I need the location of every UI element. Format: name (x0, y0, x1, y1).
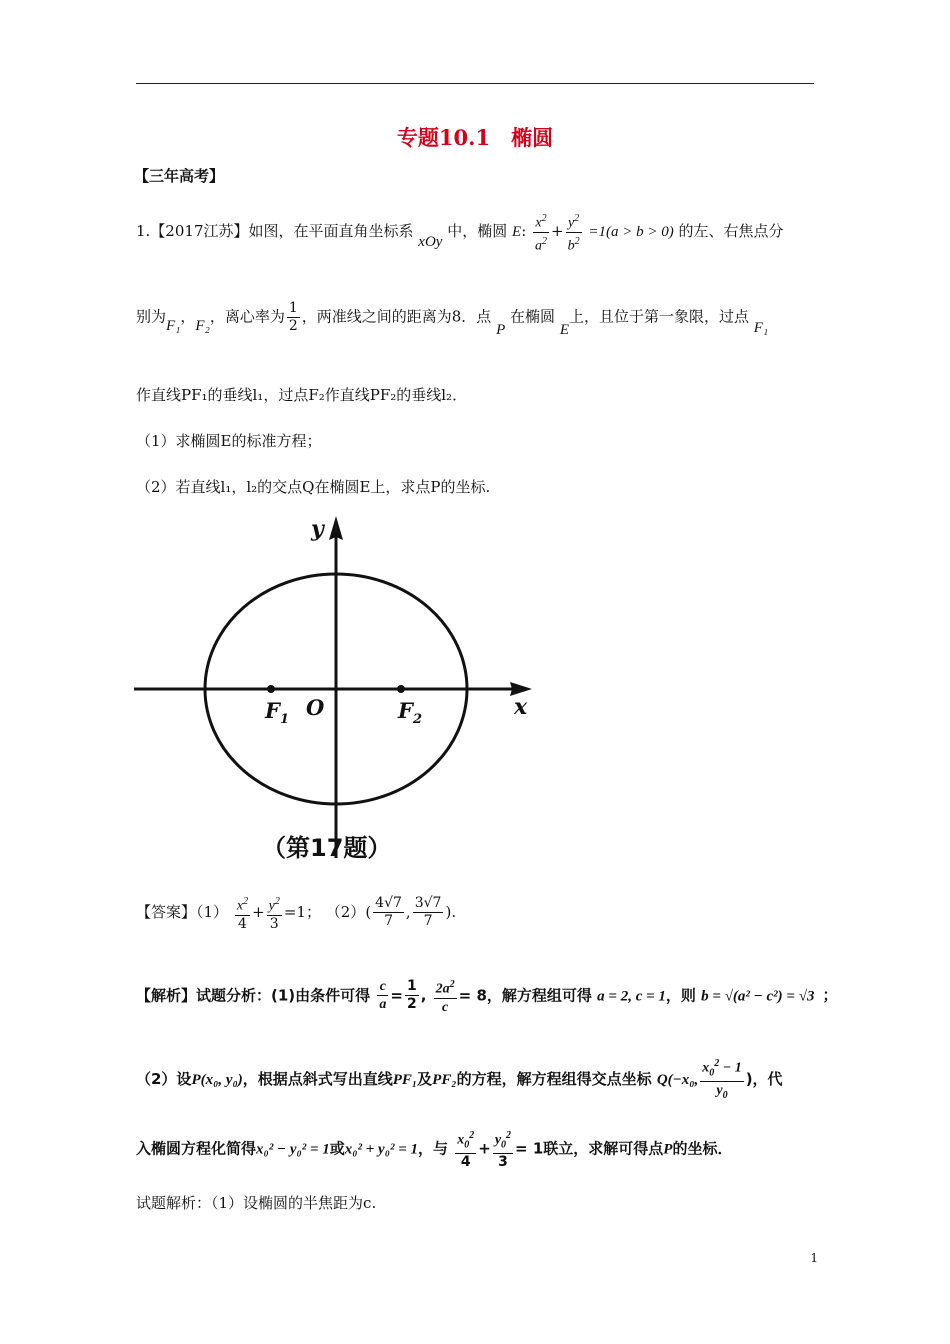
question-1: （1）求椭圆E的标准方程； (136, 432, 322, 450)
answer-line: 【答案】（1） $\frac{x^2}{4}$ + $\frac{y^2}{3}$ =1； （2）( $\frac{4√7}{7}$ , $\frac{3√7}{7}$ ). (136, 893, 456, 933)
analysis-line-2: （2）设P(x₀, y₀)，根据点斜式写出直线PF₁及PF₂的方程，解方程组得交点坐标 Q(−x₀, $\frac{x_0^2 - 1}{y_0}$ )，代 (136, 1055, 783, 1104)
focus-f2-point (397, 685, 405, 693)
header-rule (136, 83, 814, 84)
fraction-x2-a2: $\frac{x^2}{a^2}$ (533, 210, 549, 254)
y-axis-arrow (329, 516, 343, 540)
fraction-c-a: $\frac{c}{a}$ (379, 979, 387, 1013)
f1-subscript: 1 (280, 712, 290, 727)
problem-line-2: 别为F₁，F₂，离心率为 $\frac{1}{2}$ ，两准线之间的距离为8．点 P 在椭圆 E上，且位于第一象限，过点 F₁ (136, 300, 769, 338)
figure-caption: （第17题） (262, 834, 392, 862)
fraction-1-2: $\frac{1}{2}$ (406, 978, 417, 1013)
coord-system: xOy (418, 234, 443, 251)
fraction-2a2-c: $\frac{2a^2}{c}$ (434, 976, 457, 1016)
fraction-x02-4: $\frac{x_0^2}{4}$ (455, 1127, 476, 1171)
fraction-x02-1-y0: $\frac{x_0^2 - 1}{y_0}$ (700, 1055, 743, 1104)
fraction-y2-b2: $\frac{y^2}{b^2}$ (566, 210, 582, 254)
f2-subscript: 2 (413, 712, 423, 727)
f2-label: F (398, 698, 413, 723)
problem-line-3: 作直线PF₁的垂线l₁，过点F₂作直线PF₂的垂线l₂． (136, 386, 468, 404)
origin-label: O (306, 695, 325, 720)
question-2: （2）若直线l₁，l₂的交点Q在椭圆E上，求点P的坐标. (136, 478, 491, 496)
focus-f1-point (267, 685, 275, 693)
analysis-line-1: 【解析】试题分析：(1)由条件可得 $\frac{c}{a}$ = $\frac{1}{2}$ , $\frac{2a^2}{c}$ = 8，解方程组可得 a = 2, c = 1，则 b = √(a² − c²) = √3 ； (136, 976, 837, 1016)
x-axis-label: x (514, 694, 528, 720)
page-number: 1 (810, 1251, 818, 1265)
fraction-3sqrt7-7: $\frac{3√7}{7}$ (414, 895, 442, 930)
ellipse-figure (128, 510, 548, 870)
fraction-x2-4: $\frac{x^2}{4}$ (235, 893, 250, 933)
analysis-line-3: 入椭圆方程化简得x₀² − y₀² = 1或x₀² + y₀² = 1，与 $\frac{x_0^2}{4}$ + $\frac{y_0^2}{3}$ = 1联立，求解可得点P的坐标． (136, 1127, 732, 1171)
fraction-4sqrt7-7: $\frac{4√7}{7}$ (375, 895, 402, 930)
problem-line-1: 1.【2017江苏】如图，在平面直角坐标系 xOy 中，椭圆 E: $\frac{x^2}{a^2}$ + $\frac{y^2}{b^2}$ =1(a > b > 0) 的左、右焦点分 (136, 210, 784, 254)
fraction-y02-3: $\frac{y_0^2}{3}$ (493, 1127, 513, 1171)
f1-label: F (265, 698, 280, 723)
fraction-one-half: $\frac{1}{2}$ (288, 300, 298, 334)
page-title: 专题10.1 椭圆 (396, 125, 554, 150)
section-heading: 【三年高考】 (134, 167, 225, 185)
fraction-y2-3: $\frac{y^2}{3}$ (267, 893, 282, 933)
solution-start: 试题解析：（1）设椭圆的半焦距为c. (136, 1194, 377, 1212)
y-axis-label: y (311, 516, 324, 542)
